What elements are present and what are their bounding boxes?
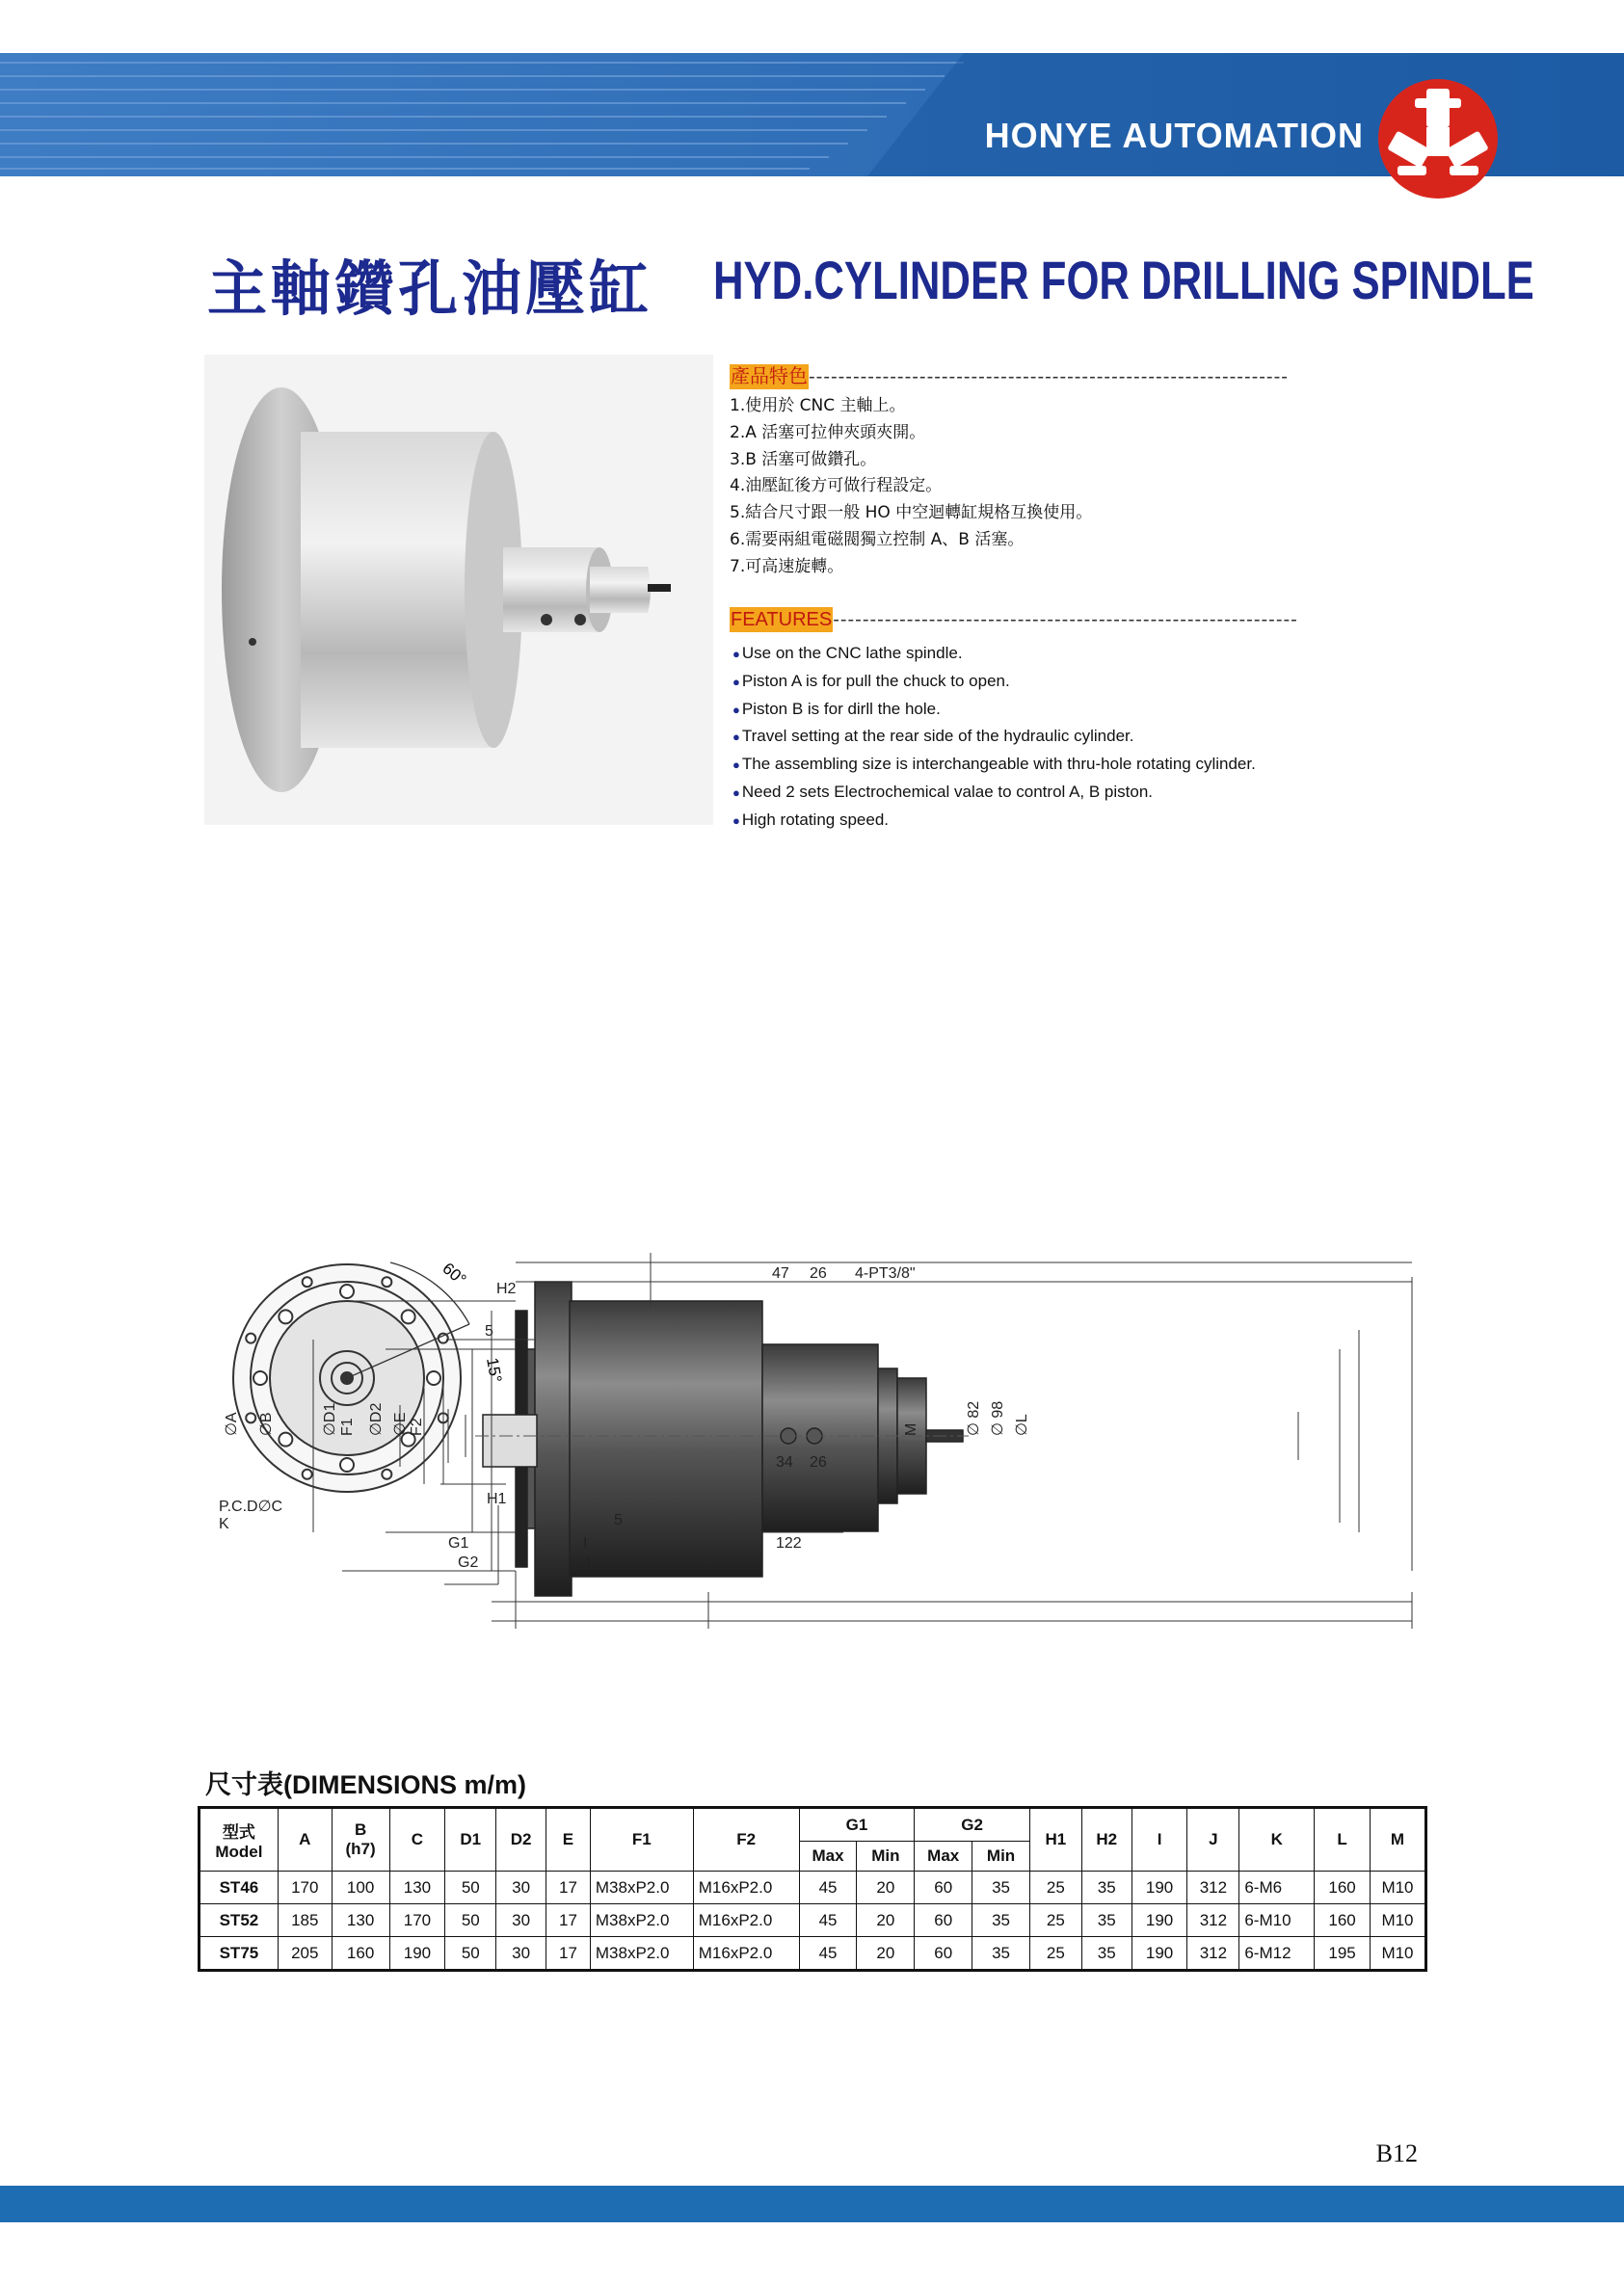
table-row bbox=[200, 1904, 1426, 1937]
features-zh-header: 產品特色----------------------------------------------------------------- bbox=[731, 366, 1289, 387]
table-cell: 25 bbox=[1029, 1937, 1081, 1971]
dim-m-label: M bbox=[903, 1422, 919, 1436]
table-cell: 30 bbox=[496, 1904, 546, 1937]
model-cell: ST46 bbox=[200, 1872, 279, 1904]
table-cell: 35 bbox=[972, 1904, 1030, 1937]
dim-34-label: 34 bbox=[776, 1454, 793, 1471]
table-cell: 60 bbox=[915, 1937, 972, 1971]
dimensions-table-body bbox=[200, 1872, 1426, 1971]
dim-d2-label: ∅D2 bbox=[368, 1402, 385, 1436]
bullet-icon: ● bbox=[732, 702, 740, 717]
col-i: I bbox=[1131, 1808, 1187, 1872]
table-cell: 6-M10 bbox=[1239, 1904, 1315, 1937]
dim-26b-label: 26 bbox=[810, 1454, 827, 1471]
col-g2-min: Min bbox=[972, 1842, 1030, 1872]
table-cell: 50 bbox=[445, 1872, 496, 1904]
brand-name: HONYE AUTOMATION bbox=[984, 116, 1364, 155]
table-cell: 50 bbox=[445, 1937, 496, 1971]
honye-logo bbox=[1376, 77, 1500, 200]
model-cell: ST52 bbox=[200, 1904, 279, 1937]
table-cell: 190 bbox=[1131, 1937, 1187, 1971]
bolt-hole bbox=[340, 1285, 354, 1298]
table-cell: 20 bbox=[857, 1904, 915, 1937]
bolt-hole bbox=[402, 1310, 415, 1323]
bullet-icon: ● bbox=[732, 784, 740, 800]
table-cell: 25 bbox=[1029, 1872, 1081, 1904]
table-cell: 190 bbox=[1131, 1904, 1187, 1937]
table-cell: 35 bbox=[972, 1872, 1030, 1904]
table-cell: 35 bbox=[1081, 1872, 1131, 1904]
dim-f1-label: F1 bbox=[339, 1418, 356, 1436]
col-a: A bbox=[278, 1808, 332, 1872]
dim-l-label: ∅L bbox=[1014, 1414, 1030, 1436]
side-view bbox=[483, 1282, 963, 1596]
page-number: B12 bbox=[1375, 2139, 1418, 2167]
bolt-hole bbox=[279, 1310, 292, 1323]
table-cell: M38xP2.0 bbox=[590, 1904, 693, 1937]
table-cell: 25 bbox=[1029, 1904, 1081, 1937]
table-cell: 35 bbox=[972, 1937, 1030, 1971]
dimensions-table bbox=[198, 1806, 1427, 1972]
dim-98-label: ∅ 98 bbox=[990, 1400, 1006, 1436]
table-cell: 50 bbox=[445, 1904, 496, 1937]
list-item: 3.B 活塞可做鑽孔。 bbox=[730, 449, 877, 469]
footer-band bbox=[0, 2186, 1624, 2222]
table-cell: M16xP2.0 bbox=[693, 1904, 799, 1937]
col-m: M bbox=[1370, 1808, 1425, 1872]
dim-f2-label: F2 bbox=[409, 1418, 425, 1436]
bullet-icon: ● bbox=[732, 674, 740, 689]
table-cell: 190 bbox=[389, 1937, 445, 1971]
table-row bbox=[200, 1937, 1426, 1971]
list-item: 4.油壓缸後方可做行程設定。 bbox=[730, 476, 943, 496]
dim-k-label: K bbox=[219, 1516, 229, 1532]
table-cell: 185 bbox=[278, 1904, 332, 1937]
col-g1-min: Min bbox=[857, 1842, 915, 1872]
product-photo bbox=[204, 355, 713, 825]
dim-e-label: ∅E bbox=[392, 1412, 409, 1436]
table-cell: M38xP2.0 bbox=[590, 1937, 693, 1971]
table-cell: 312 bbox=[1187, 1937, 1239, 1971]
table-cell: 160 bbox=[1315, 1872, 1371, 1904]
bolt-hole bbox=[246, 1334, 255, 1343]
dim-47-label: 47 bbox=[772, 1265, 789, 1282]
col-g1-max: Max bbox=[799, 1842, 857, 1872]
dim-26a-label: 26 bbox=[810, 1265, 827, 1282]
model-cell: ST75 bbox=[200, 1937, 279, 1971]
table-cell: 20 bbox=[857, 1872, 915, 1904]
table-cell: 170 bbox=[389, 1904, 445, 1937]
bolt-hole bbox=[427, 1371, 440, 1385]
table-cell: 20 bbox=[857, 1937, 915, 1971]
list-item: 7.可高速旋轉。 bbox=[730, 556, 844, 576]
table-cell: 45 bbox=[799, 1937, 857, 1971]
table-cell: 17 bbox=[546, 1904, 591, 1937]
dim-h1-label: H1 bbox=[487, 1491, 507, 1507]
dim-5-bot-label: 5 bbox=[614, 1512, 623, 1528]
col-h2: H2 bbox=[1081, 1808, 1131, 1872]
dim-g2-label: G2 bbox=[458, 1554, 479, 1571]
col-g2: G2 bbox=[915, 1808, 1030, 1842]
list-item: 1.使用於 CNC 主軸上。 bbox=[730, 396, 906, 415]
dim-g1-label: G1 bbox=[448, 1535, 469, 1552]
table-cell: 160 bbox=[332, 1937, 389, 1971]
table-cell: 35 bbox=[1081, 1937, 1131, 1971]
dim-82-label: ∅ 82 bbox=[966, 1400, 982, 1436]
bullet-icon: ● bbox=[732, 730, 740, 745]
bullet-icon: ● bbox=[732, 647, 740, 661]
table-cell: M16xP2.0 bbox=[693, 1937, 799, 1971]
table-cell: 6-M12 bbox=[1239, 1937, 1315, 1971]
col-model: 型式 Model bbox=[200, 1808, 279, 1872]
list-item: ● Piston A is for pull the chuck to open. bbox=[732, 671, 1010, 690]
table-cell: M10 bbox=[1370, 1937, 1425, 1971]
list-item: 2.A 活塞可拉伸夾頭夾開。 bbox=[730, 422, 926, 442]
list-item: ● Need 2 sets Electrochemical valae to control A, B piston. bbox=[732, 782, 1154, 801]
col-f1: F1 bbox=[590, 1808, 693, 1872]
table-cell: 17 bbox=[546, 1937, 591, 1971]
bolt-hole bbox=[340, 1458, 354, 1472]
dim-a-label: ∅A bbox=[224, 1412, 240, 1436]
dim-5-top-label: 5 bbox=[485, 1323, 493, 1340]
technical-drawing bbox=[217, 1243, 1422, 1629]
table-cell: 312 bbox=[1187, 1872, 1239, 1904]
col-d2: D2 bbox=[496, 1808, 546, 1872]
list-item: ● Piston B is for dirll the hole. bbox=[732, 699, 941, 718]
dimensions-title: 尺寸表(DIMENSIONS m/m) bbox=[205, 1770, 527, 1799]
list-item: ● Travel setting at the rear side of the hydraulic cylinder. bbox=[732, 727, 1134, 746]
table-cell: 130 bbox=[389, 1872, 445, 1904]
col-g2-max: Max bbox=[915, 1842, 972, 1872]
table-cell: 130 bbox=[332, 1904, 389, 1937]
table-cell: 60 bbox=[915, 1904, 972, 1937]
list-item: ● The assembling size is interchangeable with thru-hole rotating cylinder. bbox=[732, 755, 1256, 774]
dim-pcd-label: P.C.D∅C bbox=[219, 1499, 283, 1515]
col-k: K bbox=[1239, 1808, 1315, 1872]
dim-d1-label: ∅D1 bbox=[322, 1402, 338, 1436]
col-g1: G1 bbox=[799, 1808, 915, 1842]
col-l: L bbox=[1315, 1808, 1371, 1872]
col-f2: F2 bbox=[693, 1808, 799, 1872]
table-cell: 45 bbox=[799, 1872, 857, 1904]
features-en-heading: FEATURES bbox=[731, 609, 833, 630]
bolt-hole bbox=[246, 1413, 255, 1422]
col-h1: H1 bbox=[1029, 1808, 1081, 1872]
bolt-hole bbox=[279, 1433, 292, 1447]
bullet-icon: ● bbox=[732, 812, 740, 828]
bolt-hole bbox=[253, 1371, 267, 1385]
table-cell: 35 bbox=[1081, 1904, 1131, 1937]
table-row bbox=[200, 1872, 1426, 1904]
table-cell: M10 bbox=[1370, 1904, 1425, 1937]
table-cell: 30 bbox=[496, 1937, 546, 1971]
page-title-en: HYD.CYLINDER FOR DRILLING SPINDLE bbox=[713, 250, 1534, 310]
table-cell: 17 bbox=[546, 1872, 591, 1904]
table-cell: 45 bbox=[799, 1904, 857, 1937]
table-cell: 170 bbox=[278, 1872, 332, 1904]
table-cell: 30 bbox=[496, 1872, 546, 1904]
bolt-hole bbox=[382, 1277, 391, 1287]
list-item: ● High rotating speed. bbox=[732, 810, 890, 829]
table-cell: M16xP2.0 bbox=[693, 1872, 799, 1904]
table-cell: 160 bbox=[1315, 1904, 1371, 1937]
table-cell: 190 bbox=[1131, 1872, 1187, 1904]
features-zh-list bbox=[730, 393, 1092, 581]
features-en-list bbox=[732, 640, 1256, 835]
dim-h2-label: H2 bbox=[496, 1281, 517, 1297]
angle-15-label: 15° bbox=[483, 1356, 506, 1385]
table-cell: 100 bbox=[332, 1872, 389, 1904]
bolt-hole bbox=[303, 1470, 312, 1479]
dim-j-label: J bbox=[583, 1554, 591, 1571]
col-d1: D1 bbox=[445, 1808, 496, 1872]
table-cell: 195 bbox=[1315, 1937, 1371, 1971]
bullet-icon: ● bbox=[732, 757, 740, 773]
bolt-hole bbox=[382, 1470, 391, 1479]
table-cell: 6-M6 bbox=[1239, 1872, 1315, 1904]
dim-b-label: ∅B bbox=[258, 1412, 275, 1436]
bolt-hole bbox=[439, 1334, 448, 1343]
list-item: ● Use on the CNC lathe spindle. bbox=[732, 644, 963, 662]
table-cell: M38xP2.0 bbox=[590, 1872, 693, 1904]
table-cell: 60 bbox=[915, 1872, 972, 1904]
list-item: 6.需要兩組電磁閥獨立控制 A、B 活塞。 bbox=[730, 529, 1025, 549]
features-en-header: FEATURES--------------------------------------------------------------- bbox=[731, 609, 1298, 630]
table-cell: 205 bbox=[278, 1937, 332, 1971]
col-b: B (h7) bbox=[332, 1808, 389, 1872]
bolt-hole bbox=[303, 1277, 312, 1287]
dim-122-label: 122 bbox=[776, 1535, 802, 1552]
col-e: E bbox=[546, 1808, 591, 1872]
table-cell: 312 bbox=[1187, 1904, 1239, 1937]
table-cell: M10 bbox=[1370, 1872, 1425, 1904]
page-title-zh: 主軸鑽孔油壓缸 bbox=[207, 253, 653, 324]
list-item: 5.結合尺寸跟一般 HO 中空迴轉缸規格互換使用。 bbox=[730, 503, 1093, 523]
angle-60-label: 60° bbox=[439, 1259, 470, 1289]
dim-i-label: I bbox=[583, 1535, 588, 1552]
features-zh-heading: 產品特色 bbox=[731, 366, 808, 387]
port-label: 4-PT3/8" bbox=[855, 1265, 916, 1282]
col-c: C bbox=[389, 1808, 445, 1872]
col-j: J bbox=[1187, 1808, 1239, 1872]
